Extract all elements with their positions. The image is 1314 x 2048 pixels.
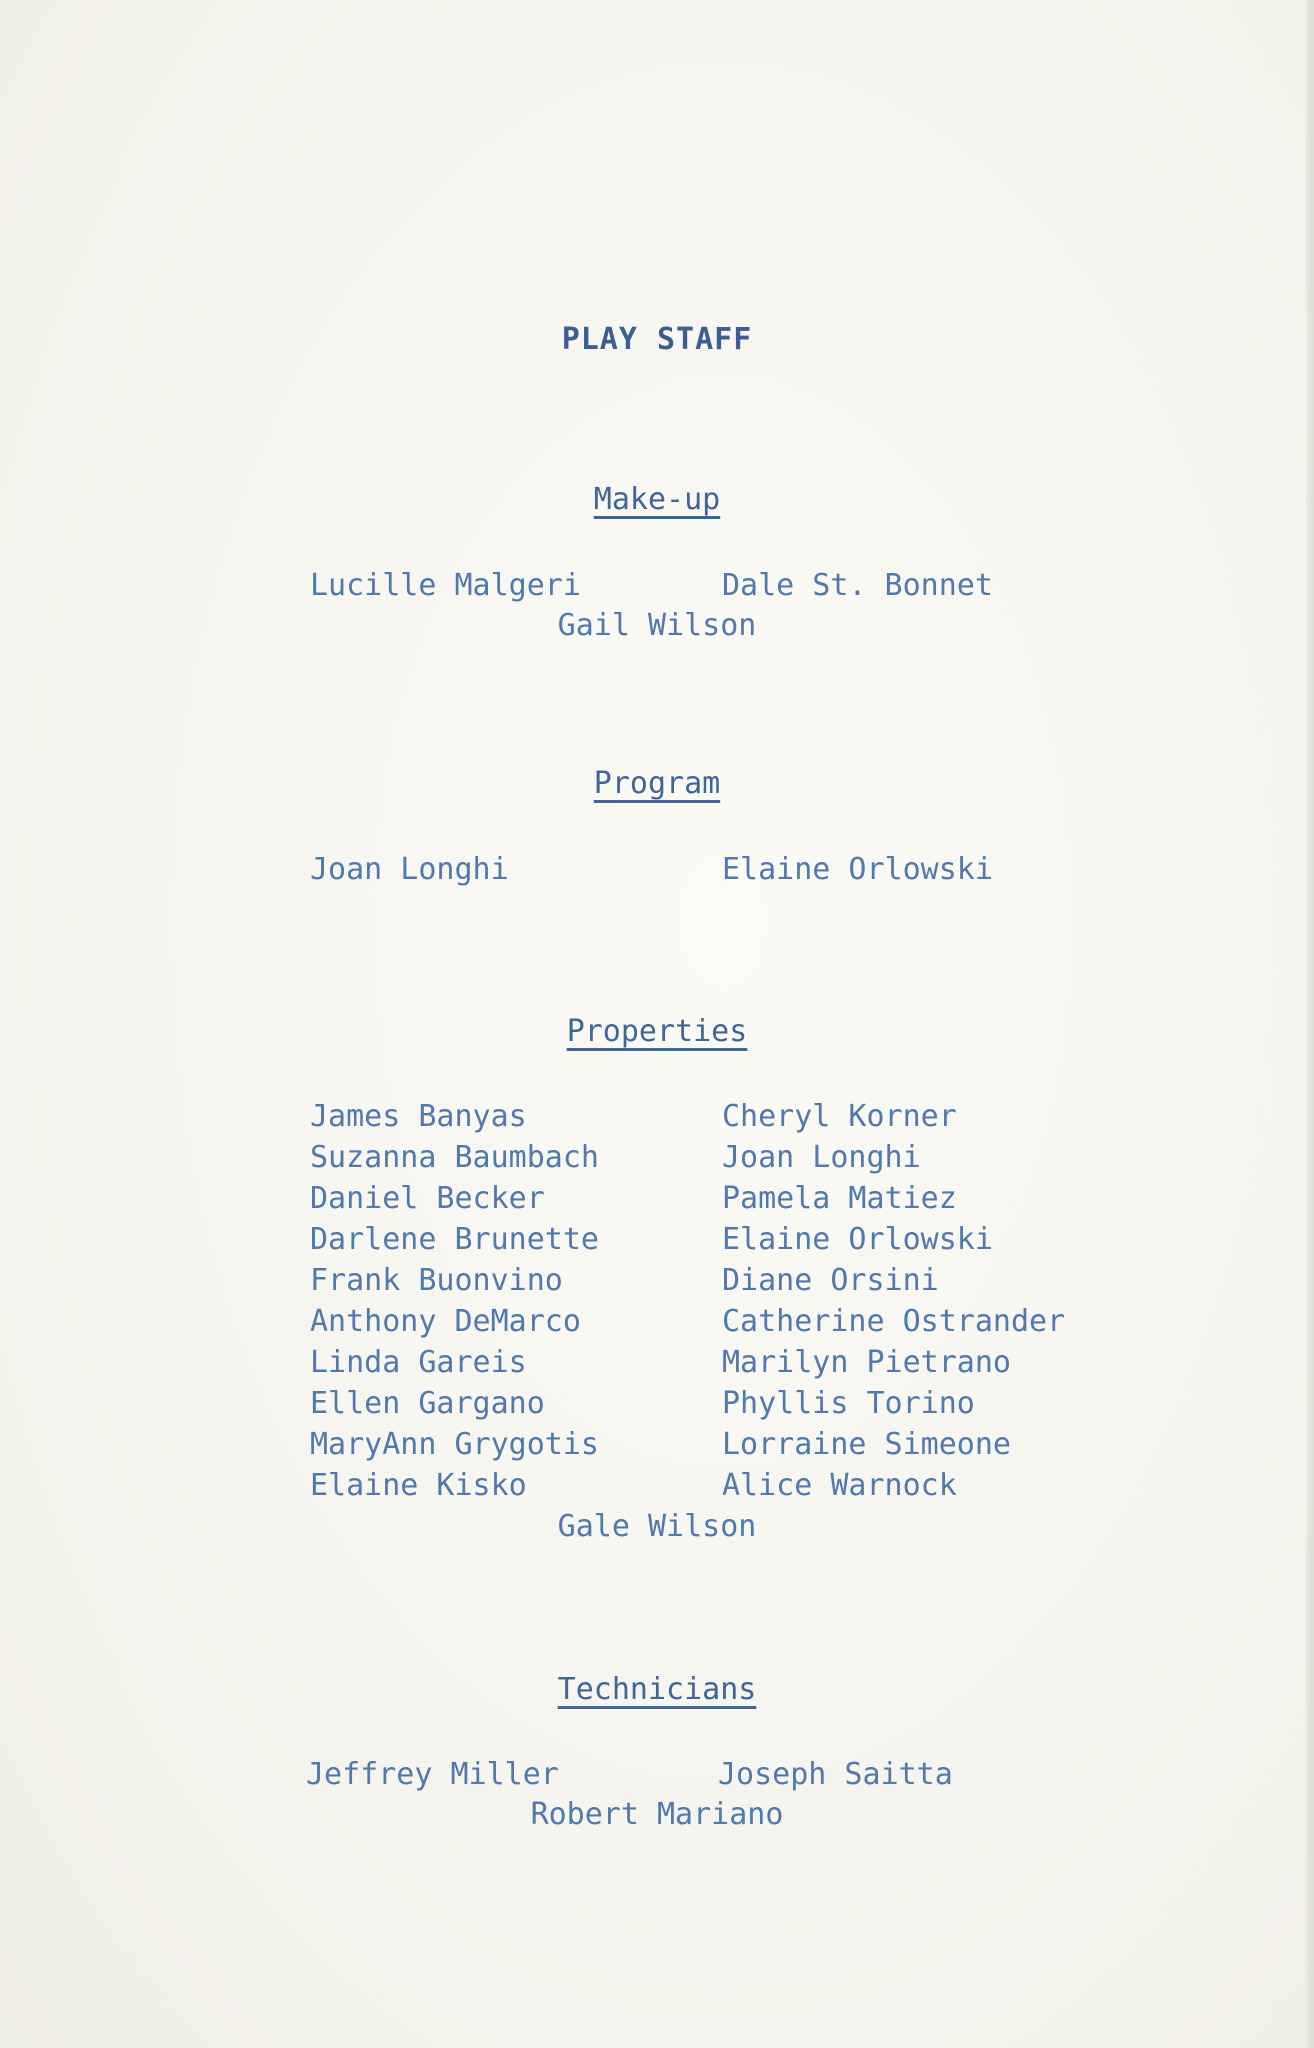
program-name-right: Elaine Orlowski	[722, 852, 993, 887]
properties-name-right: Alice Warnock	[722, 1468, 957, 1503]
properties-name-right: Joan Longhi	[722, 1140, 921, 1175]
properties-name-left: Anthony DeMarco	[310, 1304, 581, 1339]
properties-name-right: Phyllis Torino	[722, 1386, 975, 1421]
properties-name-left: Suzanna Baumbach	[310, 1140, 599, 1175]
technicians-name-center: Robert Mariano	[530, 1797, 784, 1832]
properties-heading-text: Properties	[566, 1014, 748, 1049]
technicians-heading-text: Technicians	[557, 1672, 757, 1707]
program-heading-text: Program	[593, 766, 721, 801]
program-heading	[0, 766, 1314, 801]
properties-name-right: Lorraine Simeone	[722, 1427, 1011, 1462]
makeup-name-center: Gail Wilson	[557, 608, 757, 643]
makeup-name-left: Lucille Malgeri	[310, 568, 581, 603]
properties-name-right: Marilyn Pietrano	[722, 1345, 1011, 1380]
properties-name-left: Elaine Kisko	[310, 1468, 527, 1503]
properties-name-left: Darlene Brunette	[310, 1222, 599, 1257]
properties-name-left: Ellen Gargano	[310, 1386, 545, 1421]
technicians-heading	[0, 1672, 1314, 1707]
makeup-heading-text: Make-up	[593, 482, 721, 517]
properties-name-left: MaryAnn Grygotis	[310, 1427, 599, 1462]
properties-name-right: Elaine Orlowski	[722, 1222, 993, 1257]
technicians-name-left: Jeffrey Miller	[306, 1757, 559, 1792]
technicians-name-right: Joseph Saitta	[718, 1757, 953, 1792]
properties-name-center: Gale Wilson	[557, 1509, 757, 1544]
properties-name-left: James Banyas	[310, 1099, 527, 1134]
page-title: PLAY STAFF	[561, 322, 753, 357]
makeup-heading	[0, 482, 1314, 517]
properties-name-left: Daniel Becker	[310, 1181, 545, 1216]
properties-name-left: Frank Buonvino	[310, 1263, 563, 1298]
properties-name-right: Catherine Ostrander	[722, 1304, 1066, 1339]
properties-name-right: Cheryl Korner	[722, 1099, 957, 1134]
properties-name-left: Linda Gareis	[310, 1345, 527, 1380]
properties-name-right: Pamela Matiez	[722, 1181, 957, 1216]
properties-heading	[0, 1014, 1314, 1049]
program-name-left: Joan Longhi	[310, 852, 509, 887]
properties-name-right: Diane Orsini	[722, 1263, 939, 1298]
makeup-name-right: Dale St. Bonnet	[722, 568, 993, 603]
